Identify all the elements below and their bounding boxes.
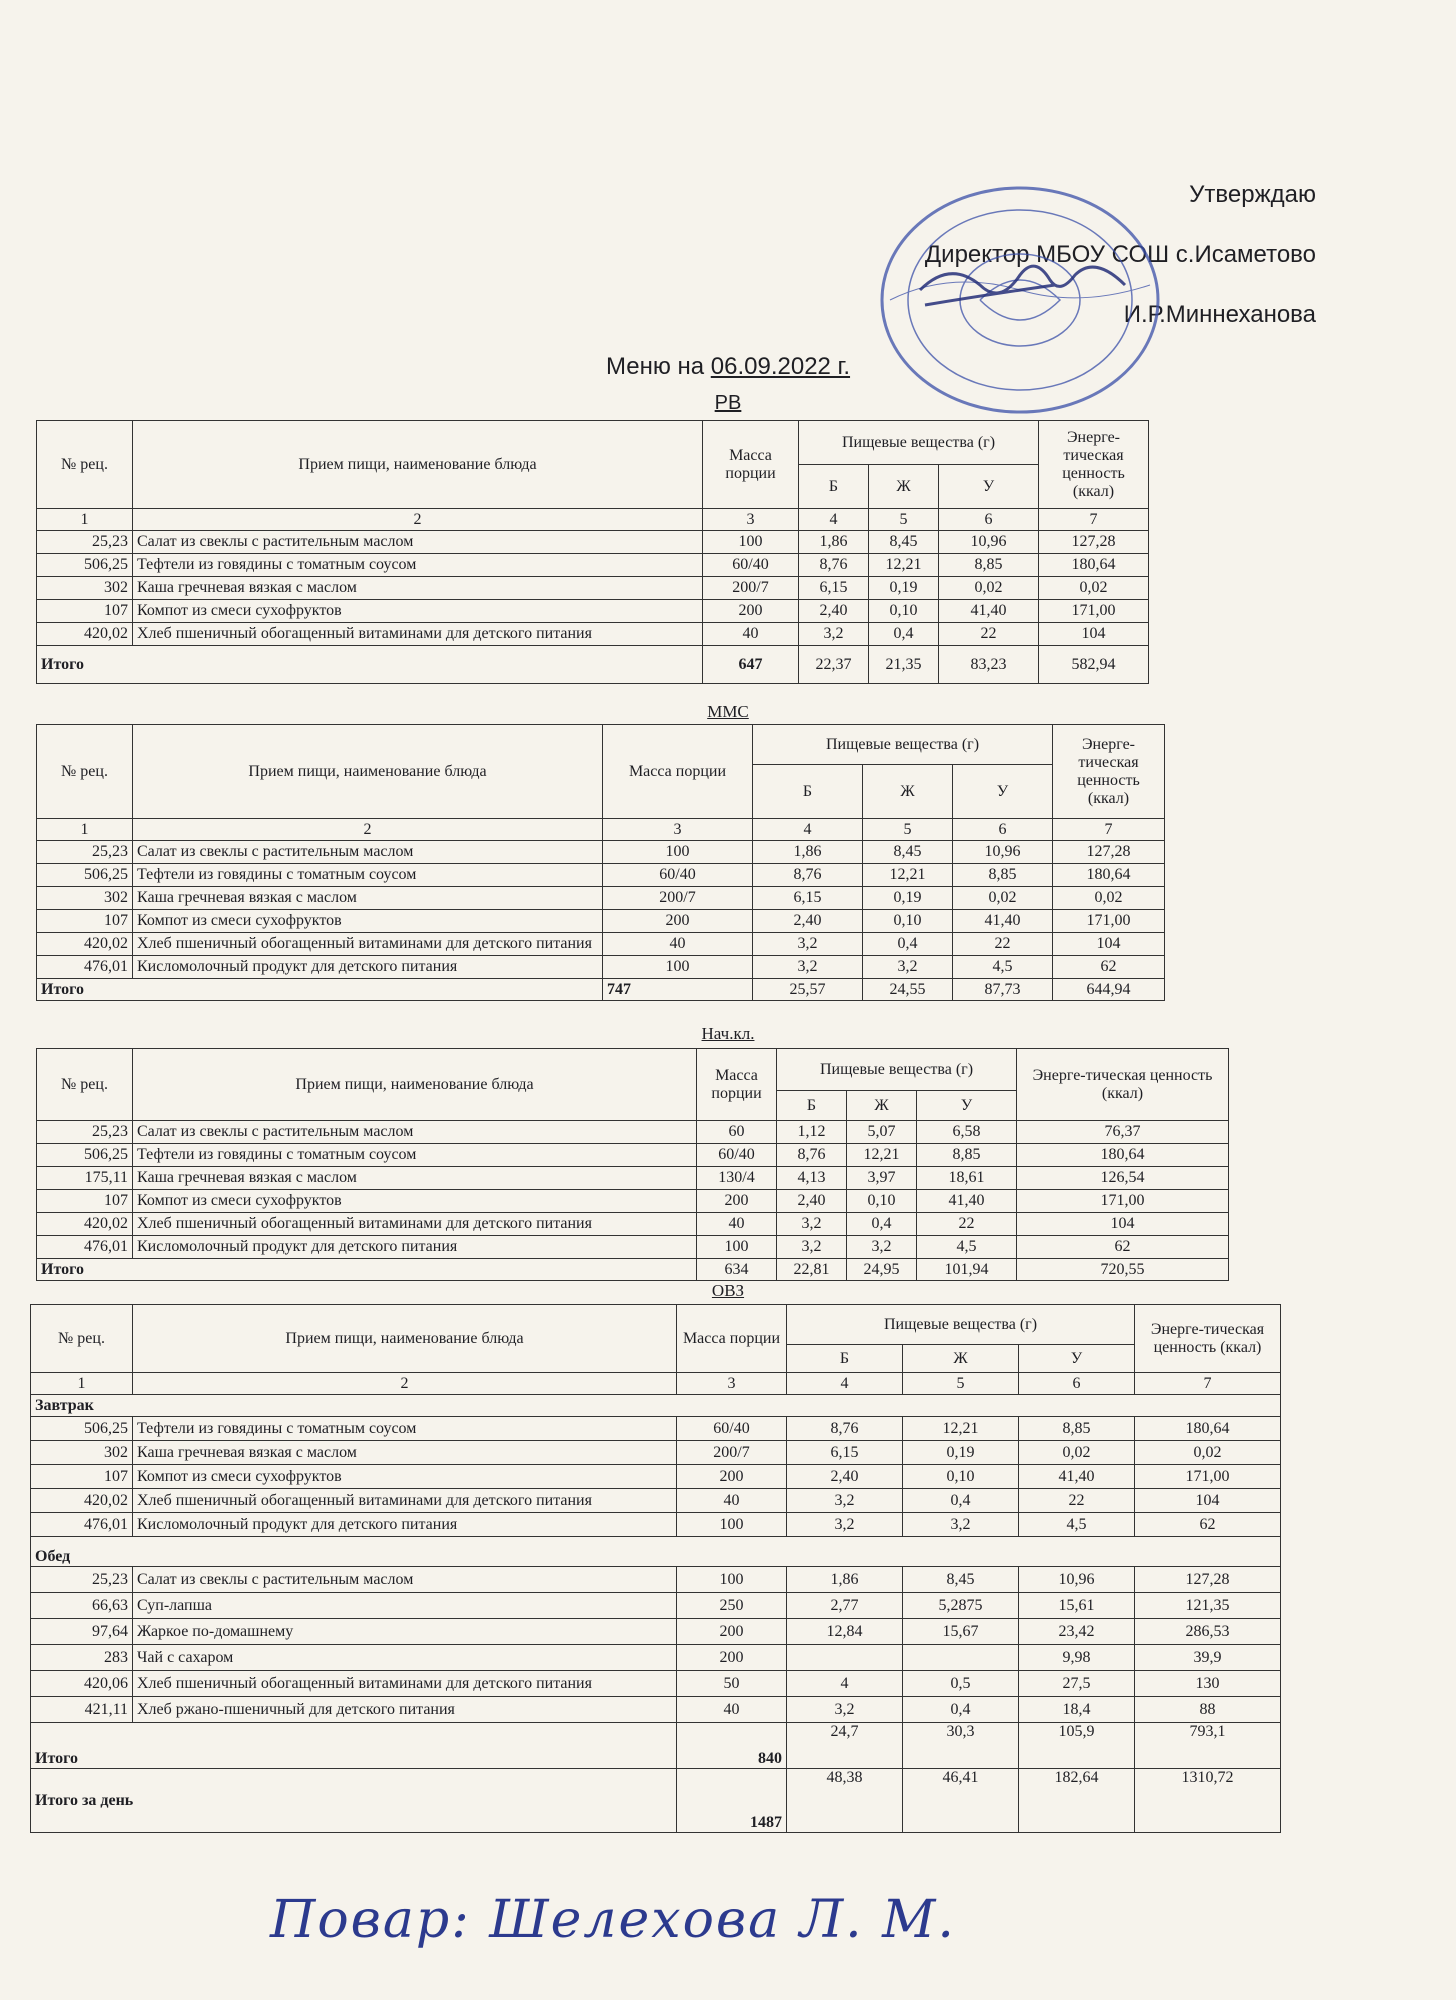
cell-carbs: 8,85 (1019, 1417, 1135, 1441)
table-row (31, 1567, 1281, 1593)
cell-carbs: 8,85 (917, 1144, 1017, 1167)
table-row (31, 1619, 1281, 1645)
cell-mass: 200 (603, 910, 753, 933)
cell-protein: 8,76 (753, 864, 863, 887)
cell-mass: 200/7 (677, 1441, 787, 1465)
cell-carbs: 0,02 (953, 887, 1053, 910)
cell-protein: 3,2 (799, 623, 869, 646)
meal-label-lunch: Обед (31, 1537, 1281, 1567)
cell-energy: 180,64 (1053, 864, 1165, 887)
cell-recipe-num: 476,01 (31, 1513, 133, 1537)
cell-carbs: 6,58 (917, 1121, 1017, 1144)
cell-recipe-num: 476,01 (37, 1236, 133, 1259)
cell-protein: 3,2 (753, 956, 863, 979)
cell-mass: 100 (603, 956, 753, 979)
cell-energy: 39,9 (1135, 1645, 1281, 1671)
cell-fat: 12,21 (869, 554, 939, 577)
table-row (37, 1190, 1229, 1213)
cell-protein: 12,84 (787, 1619, 903, 1645)
cell-protein: 3,2 (787, 1513, 903, 1537)
cell-recipe-num: 107 (37, 600, 133, 623)
header-nutrients: Пищевые вещества (г) (787, 1305, 1135, 1345)
cell-carbs: 22 (939, 623, 1039, 646)
header-mass: Масса порции (677, 1305, 787, 1373)
cell-carbs: 18,61 (917, 1167, 1017, 1190)
cell-protein: 2,40 (787, 1465, 903, 1489)
cell-mass: 60/40 (697, 1144, 777, 1167)
header-dish: Прием пищи, наименование блюда (133, 725, 603, 819)
cell-carbs: 41,40 (917, 1190, 1017, 1213)
cell-protein: 2,40 (777, 1190, 847, 1213)
index-row: 1 2 3 4 5 6 7 (37, 509, 1149, 531)
cell-protein: 6,15 (787, 1441, 903, 1465)
header-u: У (939, 465, 1039, 509)
header-b: Б (777, 1091, 847, 1121)
cell-dish-name: Каша гречневая вязкая с маслом (133, 577, 703, 600)
table-row (37, 1213, 1229, 1236)
table-row (31, 1465, 1281, 1489)
menu-table-ovz (30, 1304, 1281, 1833)
section-label-nach: Нач.кл. (701, 1024, 755, 1043)
cell-energy: 171,00 (1039, 600, 1149, 623)
table-row (37, 600, 1149, 623)
cell-carbs: 4,5 (1019, 1513, 1135, 1537)
cell-energy: 104 (1135, 1489, 1281, 1513)
cell-carbs: 18,4 (1019, 1697, 1135, 1723)
cell-carbs: 22 (917, 1213, 1017, 1236)
cell-recipe-num: 97,64 (31, 1619, 133, 1645)
table-row (37, 887, 1165, 910)
cell-recipe-num: 506,25 (37, 1144, 133, 1167)
cell-recipe-num: 107 (37, 910, 133, 933)
cell-recipe-num: 506,25 (31, 1417, 133, 1441)
header-nutrients: Пищевые вещества (г) (753, 725, 1053, 765)
cell-mass: 200 (703, 600, 799, 623)
header-mass: Масса порции (703, 421, 799, 509)
cell-energy: 104 (1039, 623, 1149, 646)
index-row: 1 2 3 4 5 6 7 (31, 1373, 1281, 1395)
cell-energy: 127,28 (1053, 841, 1165, 864)
cell-protein: 1,86 (799, 531, 869, 554)
cell-dish-name: Салат из свеклы с растительным маслом (133, 1121, 697, 1144)
cell-dish-name: Чай с сахаром (133, 1645, 677, 1671)
cell-carbs: 0,02 (939, 577, 1039, 600)
cell-fat: 0,4 (847, 1213, 917, 1236)
cell-fat: 8,45 (869, 531, 939, 554)
cell-protein: 8,76 (799, 554, 869, 577)
cell-mass: 50 (677, 1671, 787, 1697)
approval-title: Утверждаю (1189, 181, 1316, 208)
header-b: Б (799, 465, 869, 509)
cell-protein: 2,40 (753, 910, 863, 933)
cell-protein: 4,13 (777, 1167, 847, 1190)
menu-title-prefix: Меню на (605, 353, 705, 380)
cell-carbs: 0,02 (1019, 1441, 1135, 1465)
cell-recipe-num: 476,01 (37, 956, 133, 979)
cell-recipe-num: 107 (31, 1465, 133, 1489)
cell-carbs: 10,96 (1019, 1567, 1135, 1593)
cell-protein: 3,2 (787, 1697, 903, 1723)
header-energy: Энерге-тическая ценность (ккал) (1017, 1049, 1229, 1121)
table-row (37, 531, 1149, 554)
cell-recipe-num: 25,23 (37, 531, 133, 554)
meal-label-breakfast: Завтрак (31, 1395, 1281, 1417)
cell-dish-name: Компот из смеси сухофруктов (133, 600, 703, 623)
header-zh: Ж (903, 1345, 1019, 1373)
cell-mass: 60/40 (603, 864, 753, 887)
cell-dish-name: Хлеб пшеничный обогащенный витаминами для детского питания (133, 933, 603, 956)
cell-mass: 100 (703, 531, 799, 554)
cell-fat: 3,97 (847, 1167, 917, 1190)
table-row (31, 1593, 1281, 1619)
cell-recipe-num: 175,11 (37, 1167, 133, 1190)
header-zh: Ж (863, 765, 953, 819)
cell-fat: 0,10 (903, 1465, 1019, 1489)
cell-dish-name: Кисломолочный продукт для детского питания (133, 956, 603, 979)
cell-fat: 0,4 (863, 933, 953, 956)
menu-table-rv (36, 420, 1149, 684)
table-row (37, 841, 1165, 864)
header-energy: Энерге-тическая ценность (ккал) (1053, 725, 1165, 819)
cell-protein: 1,12 (777, 1121, 847, 1144)
header-num: № рец. (37, 421, 133, 509)
cell-fat: 3,2 (903, 1513, 1019, 1537)
table-row (37, 623, 1149, 646)
cell-fat: 8,45 (863, 841, 953, 864)
table-row (37, 554, 1149, 577)
cell-mass: 200 (697, 1190, 777, 1213)
header-num: № рец. (31, 1305, 133, 1373)
cell-protein: 2,77 (787, 1593, 903, 1619)
section-label-ovz: ОВЗ (711, 1281, 745, 1300)
cell-fat: 3,2 (863, 956, 953, 979)
cell-energy: 0,02 (1053, 887, 1165, 910)
cell-protein: 2,40 (799, 600, 869, 623)
header-u: У (917, 1091, 1017, 1121)
cell-recipe-num: 25,23 (37, 1121, 133, 1144)
cell-recipe-num: 506,25 (37, 864, 133, 887)
section-label-mms: ММС (707, 702, 749, 721)
cell-mass: 130/4 (697, 1167, 777, 1190)
cell-dish-name: Суп-лапша (133, 1593, 677, 1619)
cell-recipe-num: 107 (37, 1190, 133, 1213)
cell-recipe-num: 302 (31, 1441, 133, 1465)
cell-carbs: 4,5 (953, 956, 1053, 979)
cell-dish-name: Хлеб пшеничный обогащенный витаминами для детского питания (133, 1213, 697, 1236)
header-u: У (953, 765, 1053, 819)
cell-energy: 0,02 (1039, 577, 1149, 600)
cell-carbs: 41,40 (953, 910, 1053, 933)
cell-mass: 40 (703, 623, 799, 646)
table-row (31, 1417, 1281, 1441)
header-dish: Прием пищи, наименование блюда (133, 1305, 677, 1373)
cell-fat: 0,19 (863, 887, 953, 910)
cell-energy: 104 (1053, 933, 1165, 956)
total-row: Итого 747 25,57 24,55 87,73 644,94 (37, 979, 1165, 1001)
cell-carbs: 15,61 (1019, 1593, 1135, 1619)
cell-dish-name: Тефтели из говядины с томатным соусом (133, 1144, 697, 1167)
header-num: № рец. (37, 725, 133, 819)
table-row (31, 1441, 1281, 1465)
cell-carbs: 10,96 (953, 841, 1053, 864)
cell-protein: 8,76 (787, 1417, 903, 1441)
official-stamp-icon (870, 180, 1170, 420)
cell-mass: 40 (677, 1489, 787, 1513)
cell-fat: 0,19 (869, 577, 939, 600)
cell-carbs: 27,5 (1019, 1671, 1135, 1697)
cell-dish-name: Салат из свеклы с растительным маслом (133, 1567, 677, 1593)
cell-mass: 40 (677, 1697, 787, 1723)
table-row (37, 864, 1165, 887)
cell-mass: 60/40 (677, 1417, 787, 1441)
cell-energy: 180,64 (1039, 554, 1149, 577)
cell-protein: 4 (787, 1671, 903, 1697)
cell-energy: 286,53 (1135, 1619, 1281, 1645)
cell-dish-name: Тефтели из говядины с томатным соусом (133, 1417, 677, 1441)
cell-fat: 0,10 (847, 1190, 917, 1213)
menu-title (0, 353, 1456, 381)
cell-energy: 127,28 (1039, 531, 1149, 554)
cell-carbs: 8,85 (953, 864, 1053, 887)
header-energy: Энерге-тическая ценность (ккал) (1039, 421, 1149, 509)
header-dish: Прием пищи, наименование блюда (133, 1049, 697, 1121)
cell-mass: 200 (677, 1619, 787, 1645)
cell-protein: 8,76 (777, 1144, 847, 1167)
cell-dish-name: Салат из свеклы с растительным маслом (133, 531, 703, 554)
cell-recipe-num: 25,23 (37, 841, 133, 864)
cell-dish-name: Салат из свеклы с растительным маслом (133, 841, 603, 864)
cell-carbs: 41,40 (939, 600, 1039, 623)
cell-recipe-num: 420,02 (37, 1213, 133, 1236)
cell-dish-name: Кисломолочный продукт для детского питания (133, 1513, 677, 1537)
cell-energy: 104 (1017, 1213, 1229, 1236)
cell-mass: 200/7 (603, 887, 753, 910)
section-label-rv: РВ (714, 392, 742, 414)
header-zh: Ж (847, 1091, 917, 1121)
cell-fat: 3,2 (847, 1236, 917, 1259)
cell-fat: 0,10 (863, 910, 953, 933)
cell-carbs: 9,98 (1019, 1645, 1135, 1671)
cell-energy: 62 (1053, 956, 1165, 979)
cell-fat: 12,21 (863, 864, 953, 887)
header-nutrients: Пищевые вещества (г) (777, 1049, 1017, 1091)
cell-energy: 171,00 (1135, 1465, 1281, 1489)
cell-energy: 180,64 (1017, 1144, 1229, 1167)
approval-position: Директор МБОУ СОШ с.Исаметово (924, 241, 1316, 268)
approval-name: И.Р.Миннеханова (1123, 301, 1316, 328)
cell-mass: 100 (677, 1513, 787, 1537)
cell-carbs: 4,5 (917, 1236, 1017, 1259)
cell-dish-name: Хлеб пшеничный обогащенный витаминами для детского питания (133, 623, 703, 646)
cell-recipe-num: 421,11 (31, 1697, 133, 1723)
cell-mass: 60 (697, 1121, 777, 1144)
cell-fat: 15,67 (903, 1619, 1019, 1645)
header-num: № рец. (37, 1049, 133, 1121)
cell-carbs: 8,85 (939, 554, 1039, 577)
cell-dish-name: Хлеб пшеничный обогащенный витаминами для детского питания (133, 1489, 677, 1513)
header-energy: Энерге-тическая ценность (ккал) (1135, 1305, 1281, 1373)
cell-recipe-num: 506,25 (37, 554, 133, 577)
cell-carbs: 22 (1019, 1489, 1135, 1513)
table-row (31, 1645, 1281, 1671)
cell-energy: 121,35 (1135, 1593, 1281, 1619)
cell-mass: 40 (697, 1213, 777, 1236)
table-row (37, 1236, 1229, 1259)
table-row (37, 910, 1165, 933)
day-total-row: Итого за день 1487 48,38 46,41 182,64 1310,72 (31, 1769, 1281, 1833)
table-row (31, 1489, 1281, 1513)
cell-recipe-num: 420,06 (31, 1671, 133, 1697)
cell-energy: 130 (1135, 1671, 1281, 1697)
cell-dish-name: Каша гречневая вязкая с маслом (133, 1167, 697, 1190)
header-mass: Масса порции (603, 725, 753, 819)
cell-fat: 0,10 (869, 600, 939, 623)
cell-dish-name: Тефтели из говядины с томатным соусом (133, 864, 603, 887)
cell-dish-name: Каша гречневая вязкая с маслом (133, 1441, 677, 1465)
cell-protein: 3,2 (787, 1489, 903, 1513)
cell-protein: 3,2 (777, 1236, 847, 1259)
cell-energy: 62 (1135, 1513, 1281, 1537)
menu-table-mms (36, 724, 1165, 1001)
cell-protein: 1,86 (753, 841, 863, 864)
cell-energy: 88 (1135, 1697, 1281, 1723)
table-row (37, 1167, 1229, 1190)
cell-dish-name: Жаркое по-домашнему (133, 1619, 677, 1645)
cell-dish-name: Кисломолочный продукт для детского питания (133, 1236, 697, 1259)
cell-recipe-num: 302 (37, 577, 133, 600)
cell-carbs: 22 (953, 933, 1053, 956)
cell-fat: 0,4 (869, 623, 939, 646)
total-row: Итого 840 24,7 30,3 105,9 793,1 (31, 1723, 1281, 1769)
header-b: Б (753, 765, 863, 819)
cell-mass: 100 (677, 1567, 787, 1593)
cell-recipe-num: 25,23 (31, 1567, 133, 1593)
cell-mass: 250 (677, 1593, 787, 1619)
table-row (37, 1121, 1229, 1144)
cell-energy: 171,00 (1017, 1190, 1229, 1213)
cell-mass: 200 (677, 1645, 787, 1671)
cell-fat: 5,07 (847, 1121, 917, 1144)
cell-fat: 0,5 (903, 1671, 1019, 1697)
cell-fat: 0,19 (903, 1441, 1019, 1465)
cell-recipe-num: 420,02 (37, 933, 133, 956)
cell-energy: 171,00 (1053, 910, 1165, 933)
total-row: Итого 634 22,81 24,95 101,94 720,55 (37, 1259, 1229, 1281)
table-row (31, 1513, 1281, 1537)
header-mass: Масса порции (697, 1049, 777, 1121)
cell-fat: 0,4 (903, 1697, 1019, 1723)
cell-fat: 12,21 (903, 1417, 1019, 1441)
cell-fat (903, 1645, 1019, 1671)
cell-mass: 40 (603, 933, 753, 956)
table-row (37, 577, 1149, 600)
table-row (37, 1144, 1229, 1167)
header-dish: Прием пищи, наименование блюда (133, 421, 703, 509)
table-row (31, 1671, 1281, 1697)
cell-dish-name: Компот из смеси сухофруктов (133, 1465, 677, 1489)
header-u: У (1019, 1345, 1135, 1373)
table-row (37, 956, 1165, 979)
cell-fat: 12,21 (847, 1144, 917, 1167)
cell-recipe-num: 283 (31, 1645, 133, 1671)
cell-energy: 127,28 (1135, 1567, 1281, 1593)
cell-mass: 60/40 (703, 554, 799, 577)
cell-carbs: 41,40 (1019, 1465, 1135, 1489)
cell-carbs: 23,42 (1019, 1619, 1135, 1645)
cell-mass: 100 (603, 841, 753, 864)
cell-recipe-num: 420,02 (31, 1489, 133, 1513)
cell-mass: 100 (697, 1236, 777, 1259)
cell-dish-name: Хлеб пшеничный обогащенный витаминами для детского питания (133, 1671, 677, 1697)
cell-recipe-num: 302 (37, 887, 133, 910)
header-zh: Ж (869, 465, 939, 509)
cell-dish-name: Компот из смеси сухофруктов (133, 1190, 697, 1213)
cell-protein: 6,15 (753, 887, 863, 910)
cell-protein: 1,86 (787, 1567, 903, 1593)
cell-mass: 200 (677, 1465, 787, 1489)
cell-energy: 0,02 (1135, 1441, 1281, 1465)
cell-carbs: 10,96 (939, 531, 1039, 554)
menu-table-nach (36, 1048, 1229, 1281)
cell-energy: 76,37 (1017, 1121, 1229, 1144)
cell-dish-name: Каша гречневая вязкая с маслом (133, 887, 603, 910)
total-row: Итого 647 22,37 21,35 83,23 582,94 (37, 646, 1149, 684)
cell-fat: 8,45 (903, 1567, 1019, 1593)
menu-date: 06.09.2022 г. (710, 353, 851, 380)
cook-signature: Повар: Шелехова Л. М. (270, 1890, 956, 1950)
header-nutrients: Пищевые вещества (г) (799, 421, 1039, 465)
cell-dish-name: Тефтели из говядины с томатным соусом (133, 554, 703, 577)
cell-energy: 62 (1017, 1236, 1229, 1259)
cell-recipe-num: 420,02 (37, 623, 133, 646)
cell-fat: 5,2875 (903, 1593, 1019, 1619)
cell-fat: 0,4 (903, 1489, 1019, 1513)
cell-protein: 3,2 (777, 1213, 847, 1236)
header-b: Б (787, 1345, 903, 1373)
index-row: 1 2 3 4 5 6 7 (37, 819, 1165, 841)
table-row (37, 933, 1165, 956)
cell-energy: 180,64 (1135, 1417, 1281, 1441)
cell-protein: 6,15 (799, 577, 869, 600)
cell-protein (787, 1645, 903, 1671)
cell-dish-name: Компот из смеси сухофруктов (133, 910, 603, 933)
cell-mass: 200/7 (703, 577, 799, 600)
cell-protein: 3,2 (753, 933, 863, 956)
cell-dish-name: Хлеб ржано-пшеничный для детского питания (133, 1697, 677, 1723)
cell-recipe-num: 66,63 (31, 1593, 133, 1619)
table-row (31, 1697, 1281, 1723)
cell-energy: 126,54 (1017, 1167, 1229, 1190)
